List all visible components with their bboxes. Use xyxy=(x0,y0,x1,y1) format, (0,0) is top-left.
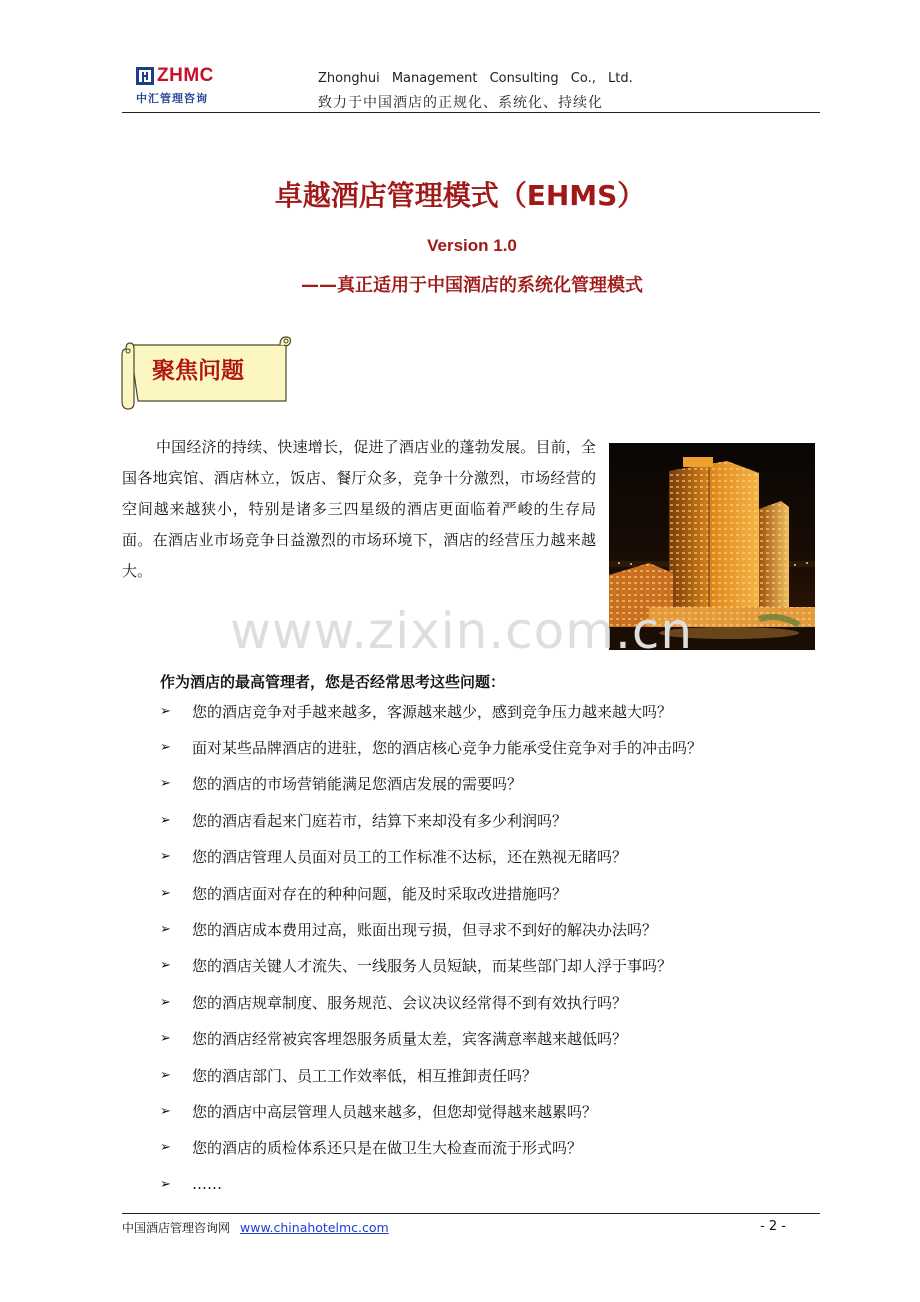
list-item xyxy=(160,802,840,838)
list-item xyxy=(160,693,840,729)
question-text: 您的酒店经常被宾客埋怨服务质量太差，宾客满意率越来越低吗？ xyxy=(192,1030,628,1049)
arrow-bullet-icon: ➢ xyxy=(160,885,171,901)
question-text: 您的酒店部门、员工工作效率低，相互推卸责任吗？ xyxy=(192,1066,538,1085)
section-banner xyxy=(120,335,292,411)
question-text: 您的酒店关键人才流失、一线服务人员短缺，而某些部门却人浮于事吗？ xyxy=(192,957,673,976)
arrow-bullet-icon: ➢ xyxy=(160,703,171,719)
page-footer xyxy=(122,1213,820,1244)
watermark-text: www.zixin.com.cn xyxy=(230,602,694,660)
footer-site-name: 中国酒店管理咨询网 xyxy=(122,1221,231,1235)
page-header xyxy=(122,62,820,113)
page-number: - 2 - xyxy=(760,1219,786,1234)
question-text: 您的酒店规章制度、服务规范、会议决议经常得不到有效执行吗？ xyxy=(192,993,628,1012)
arrow-bullet-icon: ➢ xyxy=(160,1103,171,1119)
footer-site xyxy=(122,1219,389,1236)
questions-heading: 作为酒店的最高管理者，您是否经常思考这些问题： xyxy=(160,673,506,691)
company-slogan: 致力于中国酒店的正规化、系统化、持续化 xyxy=(318,95,603,111)
arrow-bullet-icon: ➢ xyxy=(160,1031,171,1047)
logo-subtext: 中汇管理咨询 xyxy=(136,92,208,105)
arrow-bullet-icon: ➢ xyxy=(160,740,171,756)
version-label: Version 1.0 xyxy=(427,236,517,255)
list-item xyxy=(160,1166,840,1202)
list-item xyxy=(160,729,840,765)
document-subtitle: ——真正适用于中国酒店的系统化管理模式 xyxy=(301,275,643,296)
list-item xyxy=(160,766,840,802)
question-text: 面对某些品牌酒店的进驻，您的酒店核心竞争力能承受住竞争对手的冲击吗？ xyxy=(192,739,703,758)
question-text: 您的酒店管理人员面对员工的工作标准不达标，还在熟视无睹吗？ xyxy=(192,848,628,867)
footer-website-link[interactable]: www.chinahotelmc.com xyxy=(240,1220,389,1235)
list-item xyxy=(160,1130,840,1166)
arrow-bullet-icon: ➢ xyxy=(160,994,171,1010)
logo-text: ZHMC xyxy=(157,65,214,86)
arrow-bullet-icon: ➢ xyxy=(160,812,171,828)
company-name-english: Zhonghui Management Consulting Co., Ltd. xyxy=(318,71,633,86)
list-item xyxy=(160,1021,840,1057)
intro-paragraph: 中国经济的持续、快速增长，促进了酒店业的蓬勃发展。目前，全国各地宾馆、酒店林立，饭店、餐厅众多，竞争十分激烈，市场经营的空间越来越狭小，特别是诸多三四星级的酒店更面临着严峻的生存局面。在酒店业市场竞争日益激烈的市场环境下，酒店的经营压力越来越大。 xyxy=(122,438,596,580)
question-text: 您的酒店中高层管理人员越来越多，但您却觉得越来越累吗？ xyxy=(192,1102,598,1121)
question-text: 您的酒店竞争对手越来越多，客源越来越少，感到竞争压力越来越大吗？ xyxy=(192,702,673,721)
questions-list xyxy=(160,693,840,1202)
arrow-bullet-icon: ➢ xyxy=(160,1176,171,1192)
arrow-bullet-icon: ➢ xyxy=(160,922,171,938)
question-text: 您的酒店的市场营销能满足您酒店发展的需要吗？ xyxy=(192,775,523,794)
arrow-bullet-icon: ➢ xyxy=(160,1067,171,1083)
list-item xyxy=(160,875,840,911)
list-item xyxy=(160,1093,840,1129)
question-text: 您的酒店面对存在的种种问题，能及时采取改进措施吗？ xyxy=(192,884,568,903)
list-item xyxy=(160,839,840,875)
question-text: 您的酒店成本费用过高，账面出现亏损，但寻求不到好的解决办法吗？ xyxy=(192,921,658,940)
question-text: …… xyxy=(192,1175,222,1194)
list-item xyxy=(160,1057,840,1093)
section-banner-label: 聚焦问题 xyxy=(152,358,244,384)
company-logo xyxy=(136,64,246,108)
question-text: 您的酒店的质检体系还只是在做卫生大检查而流于形式吗？ xyxy=(192,1139,583,1158)
logo-h-mark-icon xyxy=(136,67,154,85)
question-text: 您的酒店看起来门庭若市，结算下来却没有多少利润吗？ xyxy=(192,811,568,830)
arrow-bullet-icon: ➢ xyxy=(160,849,171,865)
document-title: 卓越酒店管理模式（EHMS） xyxy=(274,179,646,212)
list-item xyxy=(160,984,840,1020)
list-item xyxy=(160,911,840,947)
arrow-bullet-icon: ➢ xyxy=(160,958,171,974)
arrow-bullet-icon: ➢ xyxy=(160,776,171,792)
list-item xyxy=(160,948,840,984)
arrow-bullet-icon: ➢ xyxy=(160,1140,171,1156)
